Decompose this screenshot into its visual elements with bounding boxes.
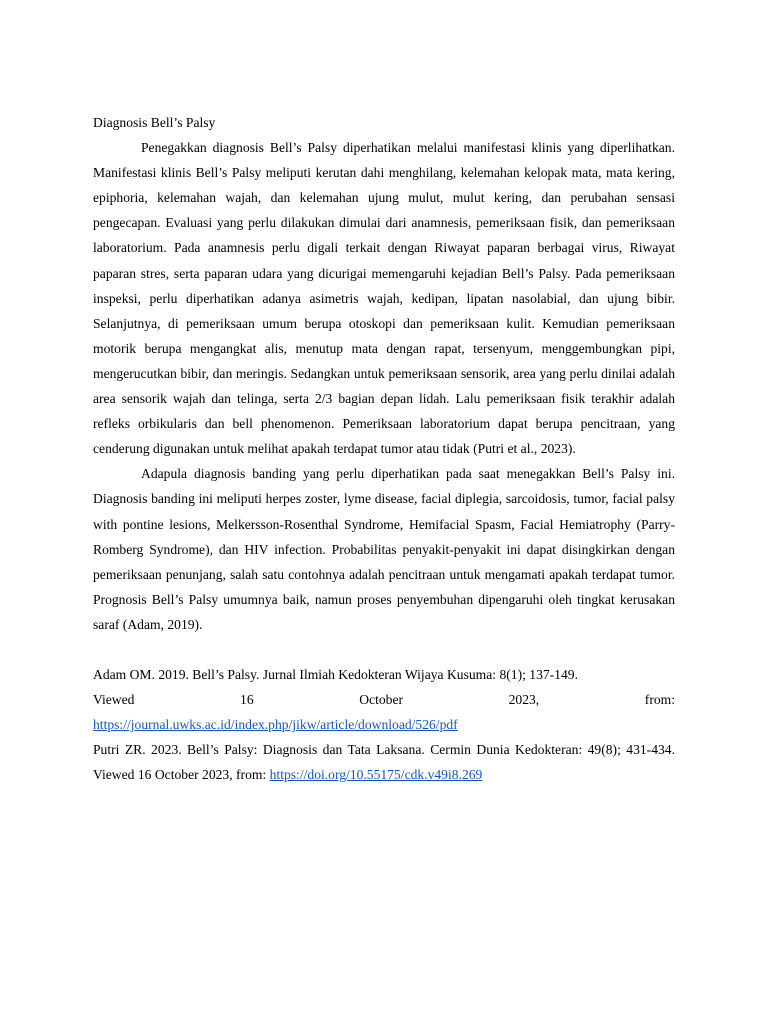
reference-list xyxy=(93,662,675,787)
reference-putri xyxy=(93,737,675,787)
paragraph-differential-diagnosis: Adapula diagnosis banding yang perlu diperhatikan pada saat menegakkan Bell’s Palsy ini. Diagnosis banding ini meliputi herpes zoster, lyme disease, facial diplegia, sarcoidosis, tumor, facial palsy with pontine lesions, Melkersson-Rosenthal Syndrome, Hemifacial Spasm, Facial Hemiatrophy (Parry-Romberg Syndrome), dan HIV infection. Probabilitas penyakit-penyakit ini dapat disingkirkan dengan pemeriksaan penunjang, salah satu contohnya adalah pencitraan untuk mengamati apakah terdapat tumor. Prognosis Bell’s Palsy umumnya baik, namun proses penyembuhan dipengaruhi oleh tingkat kerusakan saraf (Adam, 2019). xyxy=(93,466,675,632)
reference-adam-viewed: Viewed 16 October 2023, from: xyxy=(93,692,675,708)
reference-putri-citation: Putri ZR. 2023. Bell’s Palsy: Diagnosis dan Tata Laksana. Cermin Dunia Kedokteran: 49(8); 431-434. Viewed 16 October 2023, from: xyxy=(93,742,675,783)
reference-adam-citation: Adam OM. 2019. Bell’s Palsy. Jurnal Ilmiah Kedokteran Wijaya Kusuma: 8(1); 137-149. xyxy=(93,666,578,682)
reference-adam-link[interactable]: https://journal.uwks.ac.id/index.php/jikw/article/download/526/pdf xyxy=(93,717,458,733)
paragraph-diagnosis: Penegakkan diagnosis Bell’s Palsy diperhatikan melalui manifestasi klinis yang diperlihatkan. Manifestasi klinis Bell’s Palsy meliputi kerutan dahi menghilang, kelemahan kelopak mata, mata kering, epiphoria, kelemahan wajah, dan kelemahan ujung mulut, mulut kering, dan perubahan sensasi pengecapan. Evaluasi yang perlu dilakukan dimulai dari anamnesis, pemeriksaan fisik, dan pemeriksaan laboratorium. Pada anamnesis perlu digali terkait dengan Riwayat paparan berbagai virus, Riwayat paparan stres, serta paparan udara yang dicurigai memengaruhi kejadian Bell’s Palsy. Pada pemeriksaan inspeksi, perlu diperhatikan adanya asimetris wajah, kedipan, lipatan nasolabial, dan ujung bibir. Selanjutnya, di pemeriksaan umum berupa otoskopi dan pemeriksaan kulit. Kemudian pemeriksaan motorik berupa mengangkat alis, menutup mata dengan rapat, tersenyum, menggembungkan pipi, mengerucutkan bibir, dan meringis. Sedangkan untuk pemeriksaan sensorik, area yang perlu dinilai adalah area sensorik wajah dan telinga, serta 2/3 bagian depan lidah. Lalu pemeriksaan fisik terakhir adalah refleks orbikularis dan bell phenomenon. Pemeriksaan laboratorium dapat berupa pencitraan, yang cenderung digunakan untuk melihat apakah terdapat tumor atau tidak (Putri et al., 2023). xyxy=(93,140,675,457)
reference-adam xyxy=(93,662,675,737)
reference-putri-link[interactable]: https://doi.org/10.55175/cdk.v49i8.269 xyxy=(269,767,483,783)
document-title: Diagnosis Bell’s Palsy xyxy=(93,115,216,130)
document-page xyxy=(93,110,675,787)
